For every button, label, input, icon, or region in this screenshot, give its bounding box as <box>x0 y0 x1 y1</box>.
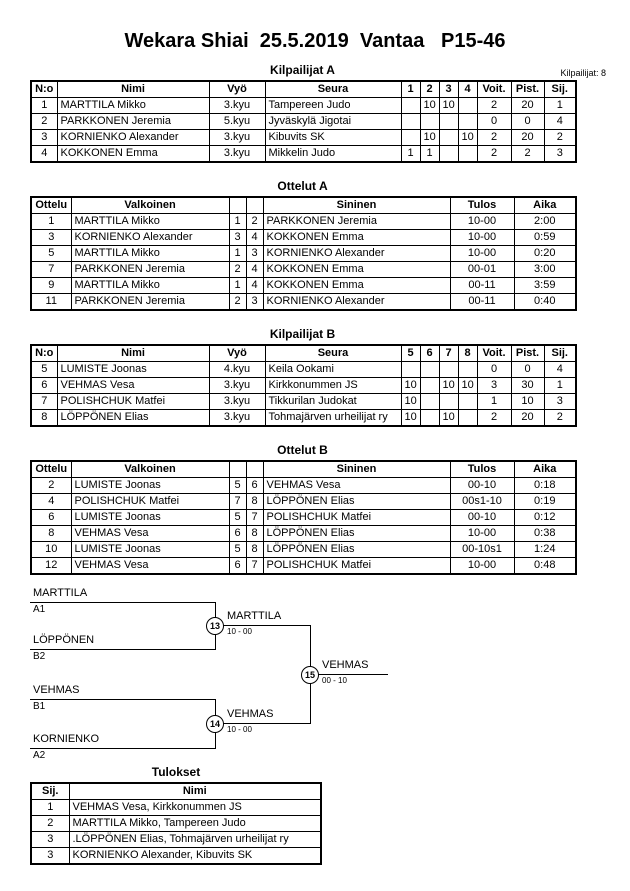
table-cell: 00-10 <box>450 510 514 526</box>
table-cell: 1 <box>477 394 511 410</box>
table-cell: 10 <box>458 378 477 394</box>
column-header: 4 <box>458 81 477 98</box>
table-cell: 3 <box>544 394 576 410</box>
table-cell: 10 <box>439 98 458 114</box>
table-cell: MARTTILA Mikko <box>71 214 229 230</box>
column-header: Voit. <box>477 81 511 98</box>
table-cell <box>439 362 458 378</box>
table-cell <box>420 362 439 378</box>
table-cell: 8 <box>246 494 263 510</box>
column-header: Ottelu <box>31 197 71 214</box>
table-cell: Kirkkonummen JS <box>265 378 401 394</box>
section-title-ottelut-b: Ottelut B <box>277 443 328 457</box>
kilpailijat-b-table <box>30 344 577 427</box>
table-cell: KORNIENKO Alexander <box>71 230 229 246</box>
table-cell: MARTTILA Mikko <box>57 98 209 114</box>
column-header: Ottelu <box>31 461 71 478</box>
column-header: Sininen <box>263 461 450 478</box>
table-cell: POLISHCHUK Matfei <box>71 494 229 510</box>
table-row <box>31 394 576 410</box>
table-cell: POLISHCHUK Matfei <box>57 394 209 410</box>
table-cell: 2 <box>477 146 511 163</box>
bracket-winner-line <box>310 674 388 675</box>
table-row <box>31 294 576 311</box>
table-cell: 10 <box>458 130 477 146</box>
bracket-slot-name: KORNIENKO <box>33 733 100 745</box>
table-cell <box>420 394 439 410</box>
column-header: Aika <box>514 461 576 478</box>
column-header: Sininen <box>263 197 450 214</box>
table-row <box>31 526 576 542</box>
table-header-row <box>31 81 576 98</box>
table-cell: 0:40 <box>514 294 576 311</box>
table-header-row <box>31 461 576 478</box>
table-cell: 5 <box>31 362 57 378</box>
column-header <box>246 197 263 214</box>
column-header: Pist. <box>511 81 544 98</box>
table-cell: 2 <box>511 146 544 163</box>
table-row <box>31 362 576 378</box>
table-cell: 10 <box>401 394 420 410</box>
table-cell: 11 <box>31 294 71 311</box>
table-cell: 1 <box>544 98 576 114</box>
table-cell: PARKKONEN Jeremia <box>57 114 209 130</box>
table-cell: 1 <box>420 146 439 163</box>
table-cell: 1:24 <box>514 542 576 558</box>
table-cell: 4 <box>246 278 263 294</box>
table-cell: 10 <box>420 98 439 114</box>
table-cell: 10 <box>439 410 458 427</box>
table-cell: VEHMAS Vesa <box>263 478 450 494</box>
bracket-match-circle: 13 <box>206 617 224 635</box>
bracket-seed-label: B2 <box>33 651 46 662</box>
column-header: N:o <box>31 81 57 98</box>
ottelut-a-table <box>30 196 577 311</box>
table-cell: VEHMAS Vesa <box>71 526 229 542</box>
bracket-winner-name: VEHMAS <box>227 708 274 720</box>
table-cell: 2 <box>246 214 263 230</box>
table-row <box>31 510 576 526</box>
table-cell: 3.kyu <box>209 98 265 114</box>
bracket-winner-line <box>215 625 310 626</box>
column-header: Valkoinen <box>71 197 229 214</box>
table-cell: 3 <box>31 130 57 146</box>
table-row <box>31 816 321 832</box>
table-cell: 3 <box>477 378 511 394</box>
table-cell: 7 <box>246 510 263 526</box>
table-cell: 0 <box>511 114 544 130</box>
table-cell <box>401 362 420 378</box>
table-row <box>31 246 576 262</box>
table-cell: 00-01 <box>450 262 514 278</box>
competitors-count-label: Kilpailijat: 8 <box>560 68 606 78</box>
table-cell: Tikkurilan Judokat <box>265 394 401 410</box>
table-cell <box>401 114 420 130</box>
table-cell: LÖPPÖNEN Elias <box>263 526 450 542</box>
table-row <box>31 262 576 278</box>
column-header: Sij. <box>544 81 576 98</box>
column-header: Sij. <box>31 783 69 800</box>
section-title-kilpailijat-a: Kilpailijat A <box>270 63 335 77</box>
table-cell: 4 <box>246 230 263 246</box>
table-cell: 1 <box>401 146 420 163</box>
table-row <box>31 214 576 230</box>
table-cell <box>439 130 458 146</box>
column-header: Sij. <box>544 345 576 362</box>
table-cell <box>458 146 477 163</box>
bracket-match-score: 10 - 00 <box>227 725 252 734</box>
table-cell: 10-00 <box>450 558 514 575</box>
table-cell: 8 <box>246 542 263 558</box>
column-header: Vyö <box>209 81 265 98</box>
bracket-underline <box>30 699 215 700</box>
column-header <box>246 461 263 478</box>
column-header: Vyö <box>209 345 265 362</box>
table-cell: 10 <box>420 130 439 146</box>
table-cell: 10 <box>401 410 420 427</box>
table-cell: 0 <box>477 114 511 130</box>
table-cell: KORNIENKO Alexander <box>263 294 450 311</box>
column-header: 6 <box>420 345 439 362</box>
bracket-seed-label: A1 <box>33 604 46 615</box>
table-cell: 20 <box>511 130 544 146</box>
bracket-match-score: 10 - 00 <box>227 627 252 636</box>
table-cell: PARKKONEN Jeremia <box>263 214 450 230</box>
table-cell: PARKKONEN Jeremia <box>71 294 229 311</box>
table-cell: LUMISTE Joonas <box>71 542 229 558</box>
table-row <box>31 800 321 816</box>
table-cell: 2 <box>31 478 71 494</box>
table-cell: 0:18 <box>514 478 576 494</box>
table-cell: 2 <box>229 262 246 278</box>
table-row <box>31 230 576 246</box>
table-cell: MARTTILA Mikko, Tampereen Judo <box>69 816 321 832</box>
table-header-row <box>31 783 321 800</box>
table-cell: Keila Ookami <box>265 362 401 378</box>
table-cell: 20 <box>511 98 544 114</box>
table-cell: 0 <box>477 362 511 378</box>
table-cell: 1 <box>229 246 246 262</box>
table-row <box>31 410 576 427</box>
table-cell <box>458 98 477 114</box>
table-cell: 4 <box>544 362 576 378</box>
table-cell: 5 <box>229 542 246 558</box>
table-cell: 0:38 <box>514 526 576 542</box>
column-header: Aika <box>514 197 576 214</box>
table-cell: 0 <box>511 362 544 378</box>
bracket-underline <box>30 602 215 603</box>
table-cell: 4.kyu <box>209 362 265 378</box>
table-cell: LUMISTE Joonas <box>57 362 209 378</box>
column-header: 1 <box>401 81 420 98</box>
table-cell: 10 <box>439 378 458 394</box>
table-cell: 00-10 <box>450 478 514 494</box>
table-cell: 3.kyu <box>209 394 265 410</box>
bracket-match-circle: 15 <box>301 666 319 684</box>
table-cell: Jyväskylä Jigotai <box>265 114 401 130</box>
bracket-winner-name: MARTTILA <box>227 610 282 622</box>
table-cell: 6 <box>31 378 57 394</box>
table-cell: KOKKONEN Emma <box>57 146 209 163</box>
table-cell: KORNIENKO Alexander, Kibuvits SK <box>69 848 321 865</box>
table-cell: 12 <box>31 558 71 575</box>
table-cell: 6 <box>246 478 263 494</box>
column-header: 8 <box>458 345 477 362</box>
table-cell: 10 <box>31 542 71 558</box>
table-cell <box>420 378 439 394</box>
table-cell <box>458 114 477 130</box>
table-cell: 0:20 <box>514 246 576 262</box>
kilpailijat-a-table <box>30 80 577 163</box>
table-cell: 3 <box>246 246 263 262</box>
table-cell: 1 <box>31 800 69 816</box>
table-row <box>31 278 576 294</box>
table-cell: 0:19 <box>514 494 576 510</box>
table-cell: 6 <box>229 526 246 542</box>
table-cell: 3 <box>31 832 69 848</box>
table-cell <box>458 410 477 427</box>
column-header: Tulos <box>450 197 514 214</box>
table-cell: 5 <box>229 478 246 494</box>
table-cell: 10 <box>401 378 420 394</box>
bracket-seed-label: A2 <box>33 750 46 761</box>
table-cell: 10-00 <box>450 214 514 230</box>
column-header: Nimi <box>69 783 321 800</box>
bracket-match-circle: 14 <box>206 715 224 733</box>
table-cell: 1 <box>544 378 576 394</box>
table-row <box>31 146 576 163</box>
bracket-slot-name: VEHMAS <box>33 684 80 696</box>
table-row <box>31 542 576 558</box>
finals-bracket <box>30 585 600 765</box>
table-cell: LÖPPÖNEN Elias <box>263 494 450 510</box>
column-header: Valkoinen <box>71 461 229 478</box>
table-cell: 3.kyu <box>209 378 265 394</box>
bracket-winner-line <box>215 723 310 724</box>
bracket-seed-label: B1 <box>33 701 46 712</box>
table-cell: 00-11 <box>450 294 514 311</box>
column-header: Tulos <box>450 461 514 478</box>
table-cell <box>458 362 477 378</box>
column-header: 2 <box>420 81 439 98</box>
table-row <box>31 378 576 394</box>
table-cell: Kibuvits SK <box>265 130 401 146</box>
table-row <box>31 832 321 848</box>
table-cell: 7 <box>246 558 263 575</box>
section-title-tulokset: Tulokset <box>151 765 201 779</box>
table-row <box>31 114 576 130</box>
column-header: Nimi <box>57 345 209 362</box>
table-cell: Mikkelin Judo <box>265 146 401 163</box>
table-cell <box>401 98 420 114</box>
table-cell: 7 <box>31 262 71 278</box>
section-title-kilpailijat-b: Kilpailijat B <box>269 327 336 341</box>
table-cell: 5 <box>31 246 71 262</box>
table-cell: KOKKONEN Emma <box>263 262 450 278</box>
table-cell: 0:12 <box>514 510 576 526</box>
bracket-underline <box>30 748 215 749</box>
column-header: Seura <box>265 345 401 362</box>
table-cell: 2 <box>477 410 511 427</box>
table-cell <box>420 410 439 427</box>
table-cell: KORNIENKO Alexander <box>57 130 209 146</box>
table-cell: 6 <box>31 510 71 526</box>
table-cell: 1 <box>229 278 246 294</box>
table-cell: 7 <box>229 494 246 510</box>
table-row <box>31 478 576 494</box>
column-header <box>229 461 246 478</box>
table-cell: 3 <box>544 146 576 163</box>
table-cell: 1 <box>31 98 57 114</box>
table-cell: 2 <box>477 98 511 114</box>
table-cell: VEHMAS Vesa <box>57 378 209 394</box>
table-cell: 10-00 <box>450 246 514 262</box>
table-cell: 00s1-10 <box>450 494 514 510</box>
table-cell <box>458 394 477 410</box>
table-cell: 30 <box>511 378 544 394</box>
bracket-match-score: 00 - 10 <box>322 676 347 685</box>
table-cell <box>401 130 420 146</box>
table-cell: 6 <box>229 558 246 575</box>
table-cell: 8 <box>31 410 57 427</box>
table-cell: 3.kyu <box>209 146 265 163</box>
table-cell: 4 <box>544 114 576 130</box>
table-cell: PARKKONEN Jeremia <box>71 262 229 278</box>
table-cell: 8 <box>31 526 71 542</box>
table-cell: 2 <box>31 816 69 832</box>
table-cell: 3 <box>31 230 71 246</box>
table-cell: 10-00 <box>450 230 514 246</box>
column-header <box>229 197 246 214</box>
table-row <box>31 558 576 575</box>
table-cell: KOKKONEN Emma <box>263 230 450 246</box>
table-cell: .LÖPPÖNEN Elias, Tohmajärven urheilijat ry <box>69 832 321 848</box>
tulokset-table <box>30 782 322 865</box>
table-cell: 2 <box>477 130 511 146</box>
table-cell <box>439 114 458 130</box>
column-header: Seura <box>265 81 401 98</box>
table-cell: KOKKONEN Emma <box>263 278 450 294</box>
table-cell: 5.kyu <box>209 114 265 130</box>
table-cell <box>439 146 458 163</box>
column-header: 5 <box>401 345 420 362</box>
table-row <box>31 848 321 865</box>
table-cell: 3 <box>246 294 263 311</box>
bracket-slot-name: MARTTILA <box>33 587 88 599</box>
table-cell: 3:00 <box>514 262 576 278</box>
table-cell: 4 <box>246 262 263 278</box>
table-cell: 2 <box>31 114 57 130</box>
column-header: 7 <box>439 345 458 362</box>
table-cell: 4 <box>31 146 57 163</box>
table-cell: 1 <box>31 214 71 230</box>
table-cell: 3:59 <box>514 278 576 294</box>
column-header: Voit. <box>477 345 511 362</box>
table-cell: Tohmajärven urheilijat ry <box>265 410 401 427</box>
table-cell: 4 <box>31 494 71 510</box>
section-title-ottelut-a: Ottelut A <box>277 179 328 193</box>
column-header: 3 <box>439 81 458 98</box>
column-header: Nimi <box>57 81 209 98</box>
table-cell: Tampereen Judo <box>265 98 401 114</box>
table-cell: 0:48 <box>514 558 576 575</box>
table-cell: 1 <box>229 214 246 230</box>
table-cell: MARTTILA Mikko <box>71 246 229 262</box>
table-cell: 0:59 <box>514 230 576 246</box>
table-cell: VEHMAS Vesa, Kirkkonummen JS <box>69 800 321 816</box>
table-cell: 2:00 <box>514 214 576 230</box>
table-header-row <box>31 345 576 362</box>
table-cell: 3.kyu <box>209 410 265 427</box>
table-cell: 3 <box>229 230 246 246</box>
table-cell: 00-11 <box>450 278 514 294</box>
table-cell: 7 <box>31 394 57 410</box>
table-cell: 2 <box>544 130 576 146</box>
column-header: N:o <box>31 345 57 362</box>
table-cell: POLISHCHUK Matfei <box>263 558 450 575</box>
bracket-winner-name: VEHMAS <box>322 659 369 671</box>
table-cell: 2 <box>544 410 576 427</box>
bracket-underline <box>30 649 215 650</box>
table-cell: 10-00 <box>450 526 514 542</box>
table-cell: 3 <box>31 848 69 865</box>
table-cell: LUMISTE Joonas <box>71 510 229 526</box>
table-cell: 3.kyu <box>209 130 265 146</box>
table-header-row <box>31 197 576 214</box>
table-cell: MARTTILA Mikko <box>71 278 229 294</box>
table-cell: POLISHCHUK Matfei <box>263 510 450 526</box>
table-cell: 8 <box>246 526 263 542</box>
table-cell <box>439 394 458 410</box>
page-title: Wekara Shiai 25.5.2019 Vantaa P15-46 <box>124 30 506 52</box>
table-cell: 9 <box>31 278 71 294</box>
table-cell <box>420 114 439 130</box>
table-row <box>31 98 576 114</box>
column-header: Pist. <box>511 345 544 362</box>
table-cell: 00-10s1 <box>450 542 514 558</box>
table-cell: LÖPPÖNEN Elias <box>57 410 209 427</box>
table-row <box>31 130 576 146</box>
table-cell: VEHMAS Vesa <box>71 558 229 575</box>
table-row <box>31 494 576 510</box>
table-cell: KORNIENKO Alexander <box>263 246 450 262</box>
bracket-slot-name: LÖPPÖNEN <box>33 634 95 646</box>
table-cell: LUMISTE Joonas <box>71 478 229 494</box>
table-cell: 10 <box>511 394 544 410</box>
table-cell: 2 <box>229 294 246 311</box>
table-cell: LÖPPÖNEN Elias <box>263 542 450 558</box>
table-cell: 5 <box>229 510 246 526</box>
table-cell: 20 <box>511 410 544 427</box>
ottelut-b-table <box>30 460 577 575</box>
